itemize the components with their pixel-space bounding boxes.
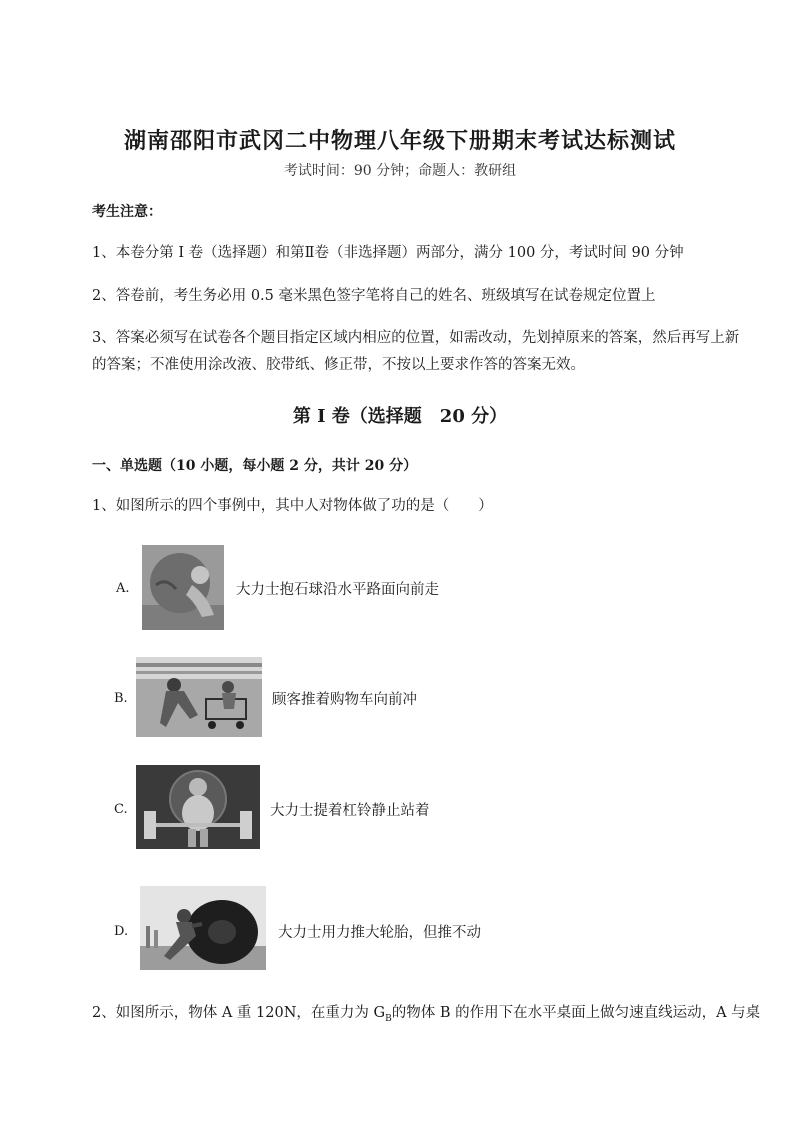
- shopping-cart-photo: [136, 657, 262, 737]
- exam-subtitle: 考试时间：90 分钟；命题人：教研组: [283, 163, 517, 179]
- notice-item-3-cont: 的答案；不准使用涂改液、胶带纸、修正带，不按以上要求作答的答案无效。: [92, 357, 585, 373]
- question-1-stem: 1、如图所示的四个事例中，其中人对物体做了功的是（ ）: [92, 498, 493, 514]
- option-d-letter: D.: [114, 924, 129, 939]
- option-b-text: 顾客推着购物车向前冲: [272, 692, 417, 708]
- option-d-text: 大力士用力推大轮胎，但推不动: [278, 925, 481, 941]
- notice-item-3: 3、答案必须写在试卷各个题目指定区域内相应的位置，如需改动，先划掉原来的答案，然后再写上新: [92, 330, 740, 346]
- question-2-text-a: 2、如图所示，物体 A 重 120N，在重力为 G: [92, 1005, 386, 1021]
- option-a-text: 大力士抱石球沿水平路面向前走: [236, 582, 439, 598]
- tire-push-photo: [140, 886, 266, 970]
- subscript-b: B: [385, 1013, 392, 1024]
- section-title: 第 I 卷（选择题 20 分）: [292, 406, 508, 427]
- option-c-letter: C.: [114, 802, 128, 817]
- option-b-letter: B.: [114, 691, 128, 706]
- notice-heading: 考生注意：: [92, 204, 162, 220]
- question-2-text-b: 的物体 B 的作用下在水平桌面上做匀速直线运动，A 与桌: [391, 1005, 761, 1021]
- strongman-carrying-stone-photo: [142, 545, 224, 630]
- part-heading: 一、单选题（10 小题，每小题 2 分，共计 20 分）: [92, 458, 418, 474]
- weightlifter-photo: [136, 765, 260, 849]
- option-c-text: 大力士提着杠铃静止站着: [270, 803, 430, 819]
- notice-item-2: 2、答卷前，考生务必用 0.5 毫米黑色签字笔将自己的姓名、班级填写在试卷规定位置上: [92, 288, 656, 304]
- exam-title: 湖南邵阳市武冈二中物理八年级下册期末考试达标测试: [123, 128, 676, 154]
- question-2-stem: [92, 1000, 760, 1032]
- notice-item-1: 1、本卷分第 I 卷（选择题）和第Ⅱ卷（非选择题）两部分，满分 100 分，考试时间 90 分钟: [92, 245, 684, 261]
- option-a-letter: A.: [116, 581, 130, 596]
